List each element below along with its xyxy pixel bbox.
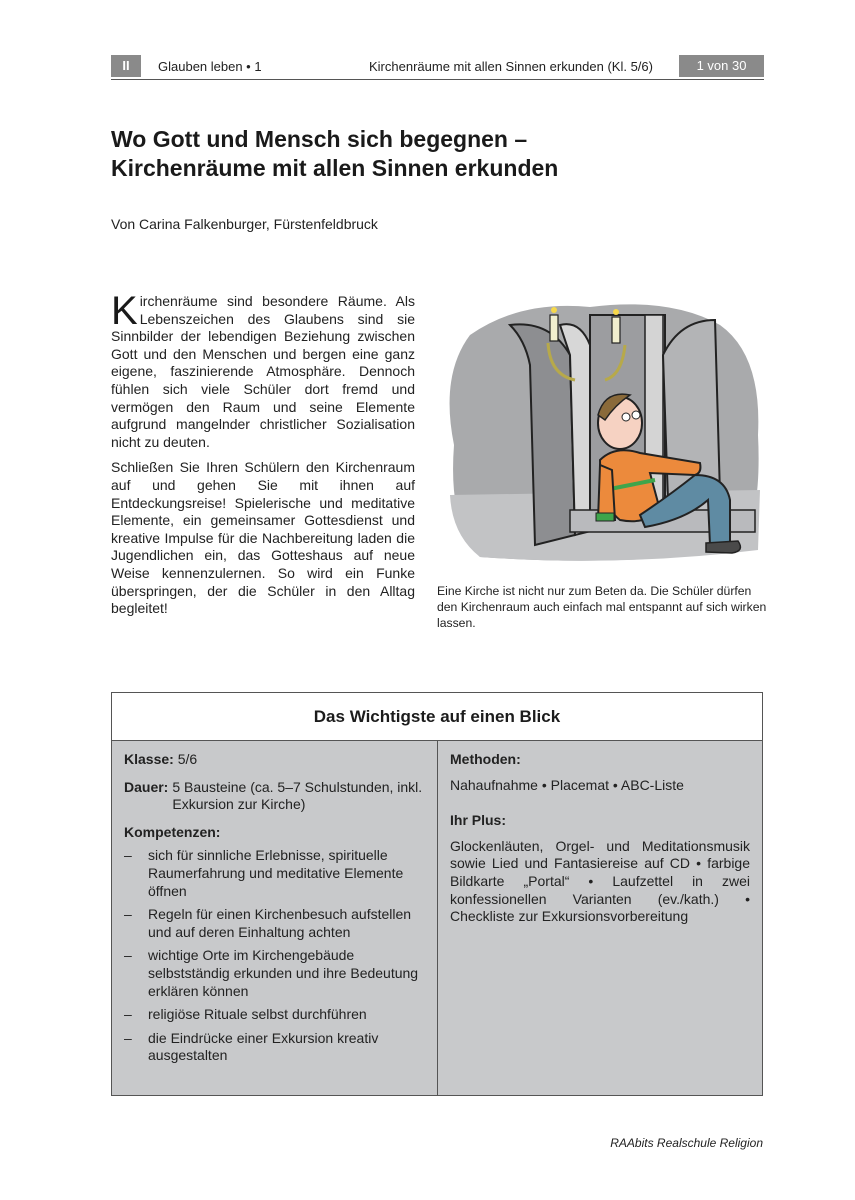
dauer-field	[124, 779, 425, 814]
dash-bullet-icon: –	[124, 1006, 132, 1023]
dauer-label: Dauer:	[124, 778, 169, 795]
overview-body	[112, 741, 762, 1095]
list-item-text: sich für sinnliche Erlebnisse, spirituelle Raumerfahrung und meditative Elemente öffnen	[148, 847, 404, 899]
list-item-text: wichtige Orte im Kirchengebäude selbstständig erkunden und ihre Bedeutung erklären können	[148, 947, 419, 999]
unit-title: Kirchenräume mit allen Sinnen erkunden (Kl. 5/6)	[369, 59, 653, 74]
methoden-label: Methoden:	[450, 751, 521, 767]
list-item-text: Regeln für einen Kirchenbesuch aufstellen und auf deren Einhaltung achten	[148, 906, 412, 940]
overview-right-column	[438, 741, 762, 1095]
drop-cap: K	[111, 289, 138, 333]
intro-paragraph-1-text: irchenräume sind besondere Räume. Als Lebenszeichen des Glaubens sind sie Sinnbilder der lebendigen Beziehung zwischen Gott und den Menschen und bergen eine ganz eigene, faszinierende Atmosphäre. Dennoch fühlen sich viele Schüler dort fremd und vermögen den Raum und seine Elemente aufgrund mangelnder christlicher Sozialisation nicht zu deuten.	[111, 293, 415, 450]
list-item	[124, 1030, 425, 1065]
list-item-text: religiöse Rituale selbst durchführen	[148, 1006, 367, 1023]
list-item	[124, 947, 425, 1000]
klasse-field	[124, 751, 425, 769]
page-indicator: 1 von 30	[679, 55, 764, 77]
page-header	[111, 55, 764, 80]
intro-paragraph-1	[111, 289, 415, 451]
overview-box	[111, 692, 763, 1096]
illustration-caption: Eine Kirche ist nicht nur zum Beten da. Die Schüler dürfen den Kirchenraum auch einfach mal entspannt auf sich wirken lassen.	[437, 584, 767, 630]
intro-paragraph-2: Schließen Sie Ihren Schülern den Kirchenraum auf und gehen Sie mit ihnen auf Entdeckungsreise! Spielerische und meditative Elemente, ein gemeinsamer Gottesdienst und kreative Impulse für die Nachbereitung laden die Jugendlichen ein, das Gotteshaus auf neue Weise kennenzulernen. So wird ein Funke überspringen, der die Schüler in den Alltag begleitet!	[111, 459, 415, 617]
page-title	[111, 125, 711, 183]
series-label: Glauben leben • 1	[158, 59, 262, 74]
klasse-label: Klasse:	[124, 751, 174, 767]
list-item	[124, 1006, 425, 1024]
plus-label: Ihr Plus:	[450, 812, 507, 829]
dash-bullet-icon: –	[124, 1029, 132, 1046]
title-line-1: Wo Gott und Mensch sich begegnen –	[111, 126, 528, 152]
title-line-2: Kirchenräume mit allen Sinnen erkunden	[111, 155, 559, 181]
list-item-text: die Eindrücke einer Exkursion kreativ ausgestalten	[148, 1029, 379, 1064]
dash-bullet-icon: –	[124, 947, 132, 964]
list-item	[124, 906, 425, 941]
klasse-value: 5/6	[177, 751, 198, 767]
overview-heading: Das Wichtigste auf einen Blick	[112, 693, 762, 741]
publication-footer: RAAbits Realschule Religion	[610, 1136, 763, 1150]
author-line: Von Carina Falkenburger, Fürstenfeldbruck	[111, 216, 378, 232]
kompetenzen-list	[124, 847, 425, 1065]
dash-bullet-icon: –	[124, 847, 132, 864]
intro-text	[111, 289, 415, 626]
dauer-value: 5 Bausteine (ca. 5–7 Schulstunden, inkl. Exkursion zur Kirche)	[172, 778, 423, 813]
overview-left-column	[112, 741, 438, 1095]
plus-value: Glockenläuten, Orgel- und Meditationsmusik sowie Lied und Fantasiereise auf CD • farbige Bildkarte „Portal“ • Laufzettel in zwei konfessionellen Varianten (ev./kath.) • Checkliste zur Exkursionsvorbereitung	[450, 837, 750, 925]
dash-bullet-icon: –	[124, 906, 132, 923]
church-illustration	[440, 295, 765, 565]
methoden-value: Nahaufnahme • Placemat • ABC-Liste	[450, 776, 684, 793]
chapter-number-badge: II	[111, 55, 141, 77]
list-item	[124, 847, 425, 900]
kompetenzen-label: Kompetenzen:	[124, 823, 221, 840]
